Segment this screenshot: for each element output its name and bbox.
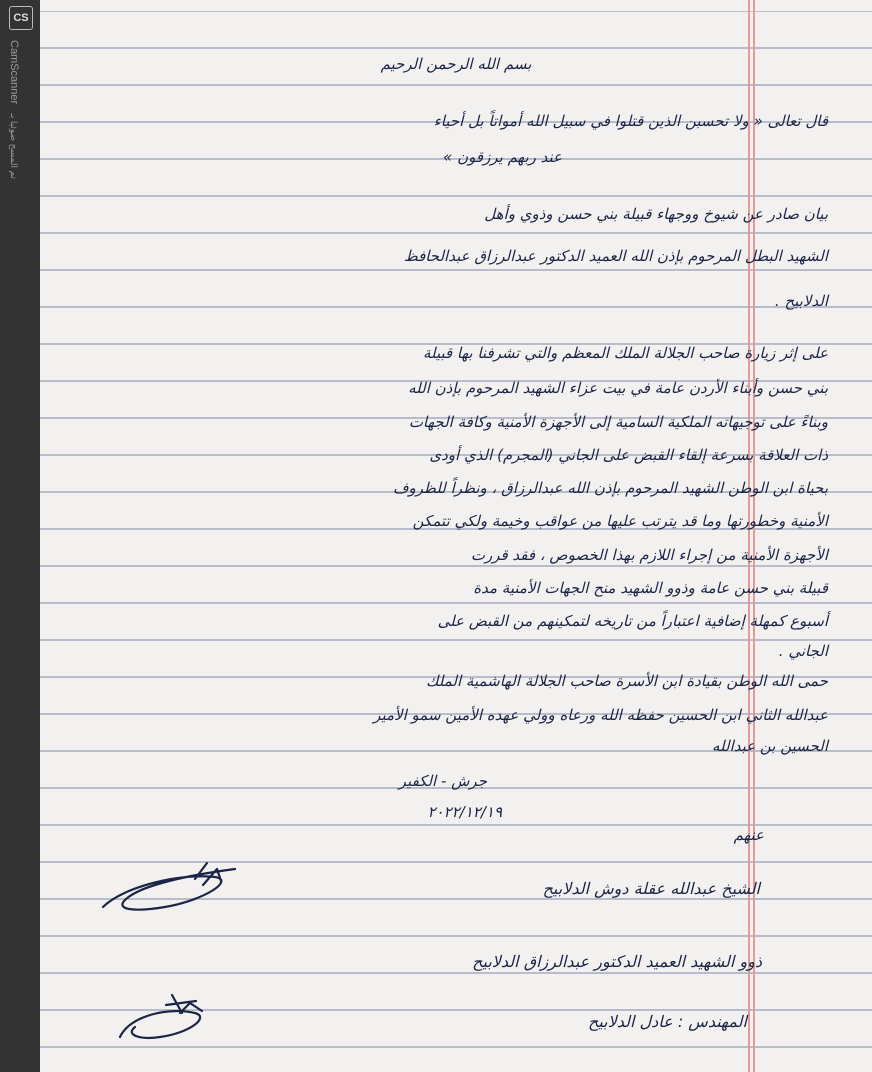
date: ٢٠٢٢/١٢/١٩ — [427, 803, 502, 821]
statement-title-line: الدلابيح . — [774, 292, 828, 310]
signatory-2-line: المهندس : عادل الدلابيح — [588, 1012, 747, 1031]
signatory-2-line: ذوو الشهيد العميد الدكتور عبدالرزاق الدلابيح — [472, 952, 762, 971]
body-line: بني حسن وأبناء الأردن عامة في بيت عزاء الشهيد المرحوم بإذن الله — [408, 379, 828, 397]
verse-line: عند ربهم يرزقون » — [443, 148, 562, 166]
body-line: الأجهزة الأمنية من إجراء اللازم بهذا الخصوص ، فقد قررت — [470, 546, 828, 564]
signatory-1: الشيخ عبدالله عقلة دوش الدلابيح — [542, 879, 760, 898]
scanner-watermark-strip — [0, 0, 40, 1072]
statement-title-line: الشهيد البطل المرحوم بإذن الله العميد الدكتور عبدالرزاق عبدالحافظ — [403, 247, 828, 265]
body-line: الجاني . — [778, 642, 828, 660]
scanner-watermark — [8, 40, 20, 179]
lined-paper-page — [40, 0, 872, 1072]
scanner-brand: CamScanner — [8, 40, 20, 105]
signature-2 — [110, 985, 220, 1055]
verse-line: قال تعالى « ولا تحسبن الذين قتلوا في سبيل الله أمواتاً بل أحياء — [433, 112, 828, 130]
body-line: قبيلة بني حسن عامة وذوو الشهيد منح الجهات الأمنية مدة — [473, 579, 828, 597]
statement-title-line: بيان صادر عن شيوخ ووجهاء قبيلة بني حسن وذوي وأهل — [484, 205, 828, 223]
camscanner-logo: CS — [9, 6, 33, 30]
signature-1 — [95, 855, 245, 925]
body-line: بحياة ابن الوطن الشهيد المرحوم بإذن الله عبدالرزاق ، ونظراً للظروف — [392, 479, 828, 497]
closing-line: حمى الله الوطن بقيادة ابن الأسرة صاحب الجلالة الهاشمية الملك — [426, 672, 828, 690]
closing-line: الحسين بن عبدالله — [712, 737, 828, 755]
body-line: وبناءً على توجيهاته الملكية السامية إلى الأجهزة الأمنية وكافة الجهات — [408, 413, 828, 431]
basmala: بسم الله الرحمن الرحيم — [380, 55, 532, 73]
closing-line: عبدالله الثاني ابن الحسين حفظه الله ورعاه وولي عهده الأمين سمو الأمير — [373, 706, 828, 724]
on-behalf-label: عنهم — [733, 826, 764, 844]
body-line: الأمنية وخطورتها وما قد يترتب عليها من عواقب وخيمة ولكي تتمكن — [412, 512, 828, 530]
body-line: ذات العلاقة بسرعة إلقاء القبض على الجاني (المجرم) الذي أودى — [429, 446, 828, 464]
scanner-caption: تم المسح ضوئيا بـ — [9, 113, 19, 179]
place: جرش - الكفير — [398, 772, 487, 790]
body-line: أسبوع كمهلة إضافية اعتباراً من تاريخه لتمكينهم من القبض على — [437, 612, 828, 630]
body-line: على إثر زيارة صاحب الجلالة الملك المعظم والتي تشرفنا بها قبيلة — [422, 344, 828, 362]
